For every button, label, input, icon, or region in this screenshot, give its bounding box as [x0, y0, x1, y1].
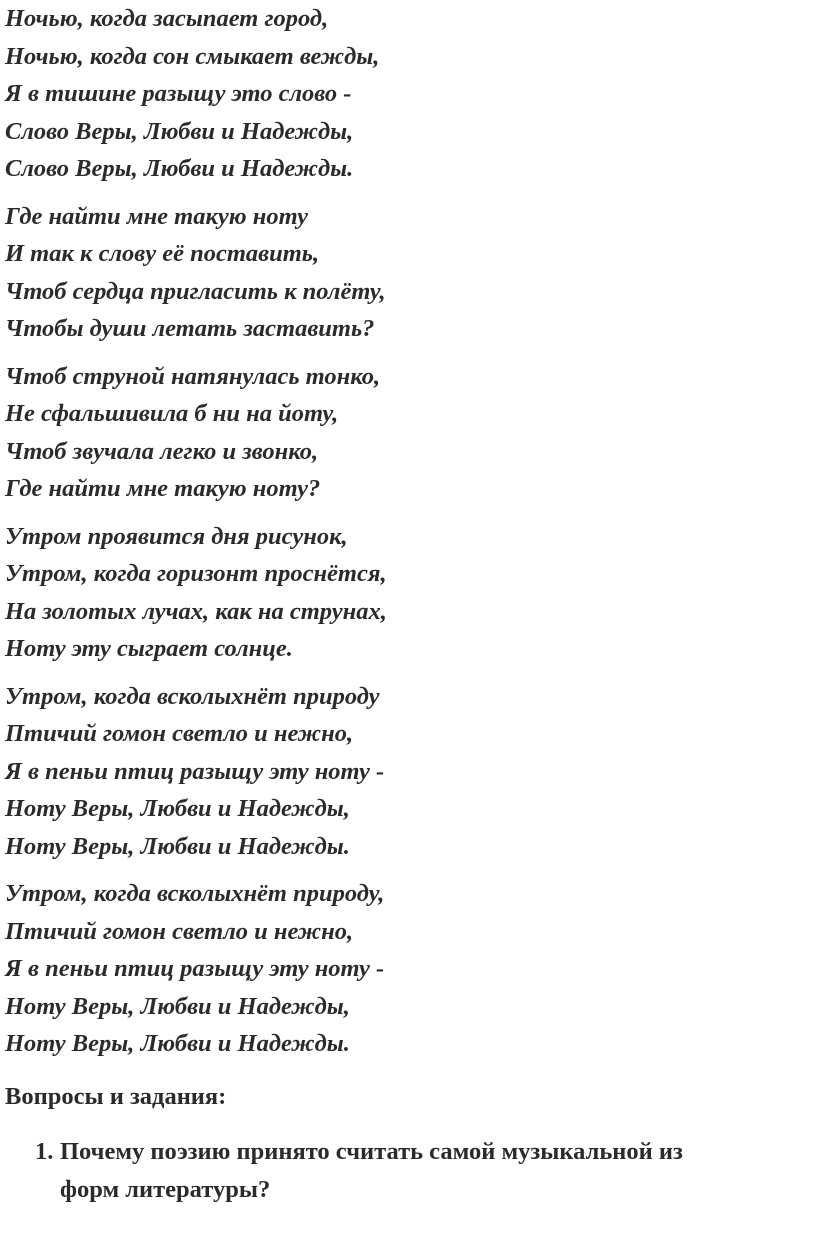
- poem-line: Чтоб сердца пригласить к полёту,: [5, 277, 386, 305]
- poem-line: На золотых лучах, как на струнах,: [5, 597, 387, 625]
- question-number: 1.: [35, 1138, 54, 1165]
- question-list: [5, 1133, 811, 1208]
- poem-stanza-5: [5, 678, 811, 866]
- poem-line: Чтоб звучала легко и звонко,: [5, 437, 319, 465]
- poem-line: Утром проявится дня рисунок,: [5, 522, 348, 550]
- poem-line: Где найти мне такую ноту: [5, 202, 308, 230]
- poem-stanza-2: [5, 198, 811, 348]
- poem-line: Где найти мне такую ноту?: [5, 475, 321, 502]
- poem-line: Ночью, когда сон смыкает вежды,: [5, 42, 380, 70]
- poem-stanza-1: [5, 0, 811, 188]
- poem-line: Ноту Веры, Любви и Надежды.: [5, 832, 350, 860]
- poem-line: И так к слову её поставить,: [5, 240, 320, 267]
- poem-line: Утром, когда горизонт проснётся,: [5, 560, 387, 587]
- poem-line: Ноту эту сыграет солнце.: [5, 635, 293, 662]
- document-page: [5, 0, 811, 1208]
- poem-line: Чтобы души летать заставить?: [5, 315, 375, 342]
- question-text-line-1: Почему поэзию принято считать самой музыкальной из: [60, 1138, 683, 1165]
- poem-stanza-6: [5, 875, 811, 1063]
- poem-line: Ноту Веры, Любви и Надежды,: [5, 795, 350, 822]
- poem-line: Чтоб струной натянулась тонко,: [5, 362, 381, 390]
- poem-line: Слово Веры, Любви и Надежды,: [5, 117, 354, 145]
- question-item: [5, 1133, 811, 1208]
- poem-line: Ночью, когда засыпает город,: [5, 5, 329, 32]
- poem-line: Я в пеньи птиц разыщу эту ноту -: [5, 955, 385, 982]
- poem-line: Утром, когда всколыхнёт природу,: [5, 880, 385, 907]
- poem-line: Утром, когда всколыхнёт природу: [5, 682, 380, 710]
- poem-line: Птичий гомон светло и нежно,: [5, 917, 354, 945]
- poem-line: Ноту Веры, Любви и Надежды,: [5, 992, 350, 1020]
- poem-stanza-3: [5, 358, 811, 508]
- poem-line: Не сфальшивила б ни на йоту,: [5, 400, 339, 427]
- poem-line: Я в тишине разыщу это слово -: [5, 80, 352, 107]
- poem-line: Слово Веры, Любви и Надежды.: [5, 155, 354, 182]
- question-text-line-2: форм литературы?: [60, 1175, 271, 1203]
- questions-heading: Вопросы и задания:: [5, 1082, 227, 1110]
- poem-line: Птичий гомон светло и нежно,: [5, 720, 354, 747]
- poem-line: Ноту Веры, Любви и Надежды.: [5, 1030, 350, 1057]
- poem-stanza-4: [5, 518, 811, 668]
- poem-line: Я в пеньи птиц разыщу эту ноту -: [5, 757, 385, 785]
